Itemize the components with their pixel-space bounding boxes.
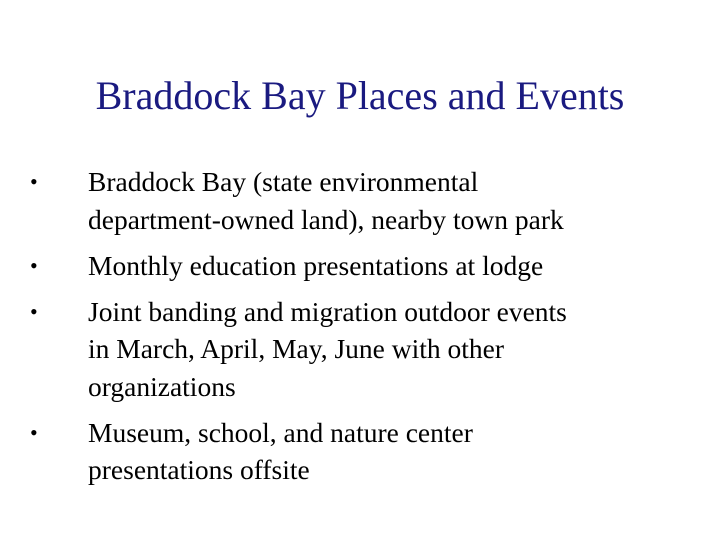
bullet-text-line: Braddock Bay (state environmental (88, 166, 479, 197)
bullet-icon: • (30, 298, 38, 324)
slide-title: Braddock Bay Places and Events (95, 73, 625, 118)
bullet-text-line: organizations (88, 370, 236, 402)
bullet-item (30, 247, 710, 285)
bullet-text-line: Joint banding and migration outdoor events (88, 295, 567, 327)
bullet-item (30, 414, 710, 489)
bullet-icon: • (30, 419, 38, 445)
bullet-text-line: presentations offsite (88, 454, 310, 485)
bullet-list (30, 163, 710, 497)
bullet-icon: • (30, 252, 38, 278)
bullet-text-line: Monthly education presentations at lodge (88, 249, 544, 281)
bullet-item (30, 163, 710, 238)
bullet-text-line: in March, April, May, June with other (88, 333, 504, 364)
bullet-text-line: Museum, school, and nature center (88, 416, 473, 448)
bullet-item (30, 293, 710, 406)
bullet-icon: • (30, 169, 38, 194)
bullet-text-line: department-owned land), nearby town park (88, 203, 564, 235)
